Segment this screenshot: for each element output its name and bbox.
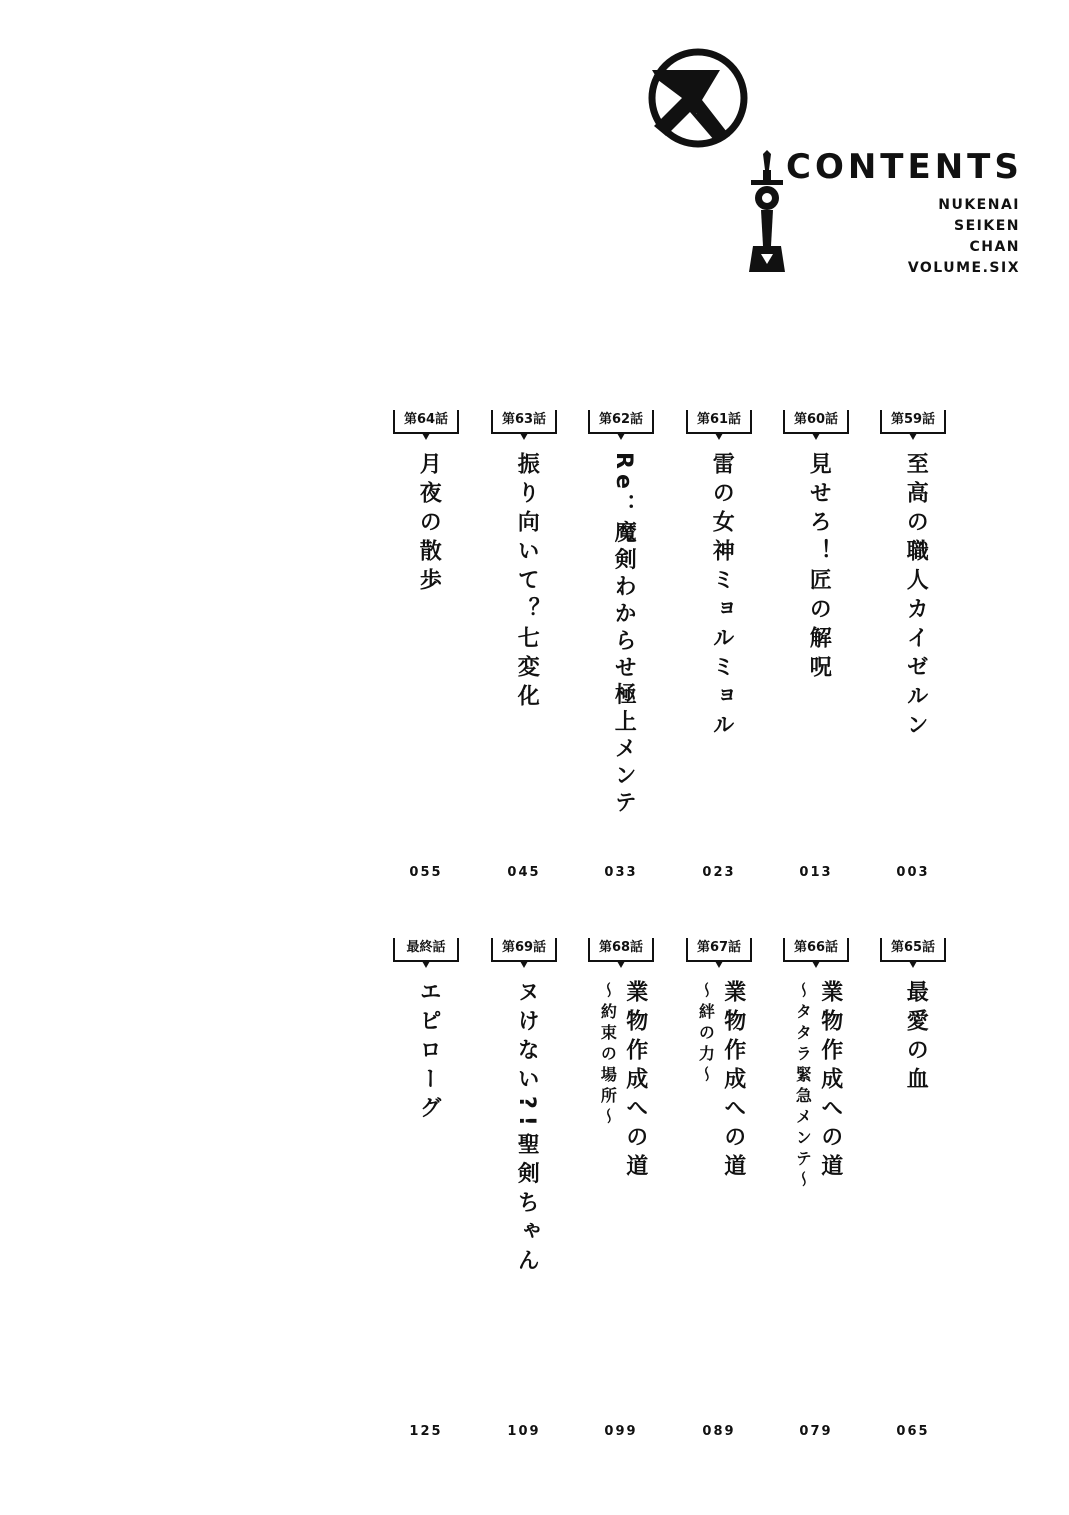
contents-heading: CONTENTS [786,147,1023,187]
page-number: 089 [702,1424,736,1439]
page-number: 109 [507,1424,541,1439]
series-logo [640,40,750,160]
chapter-title: 月夜の散歩 [416,452,442,597]
chapter-title: エピローグ [416,980,442,1125]
chapter-title: 雷の女神ミョルミョル [709,452,735,742]
chapter-title: 振り向いて？七変化 [514,452,540,713]
chapter-subtitle: 〜絆の力〜 [696,982,716,1087]
subtitle-line: SEIKEN [954,218,1020,234]
chapter-label: 第62話 [588,410,654,434]
page-number: 003 [896,865,930,880]
page-number: 023 [702,865,736,880]
chapter-label: 第64話 [393,410,459,434]
page-number: 125 [409,1424,443,1439]
chapter-subtitle: 〜タタラ緊急メンテ〜 [793,982,813,1192]
page-number: 033 [604,865,638,880]
logo-letter: ヌ [696,114,697,115]
chapter-subtitle: 〜約束の場所〜 [598,982,618,1129]
chapter-label: 第67話 [686,938,752,962]
page-number: 013 [799,865,833,880]
chapter-label: 第61話 [686,410,752,434]
page-number: 065 [896,1424,930,1439]
chapter-label: 第60話 [783,410,849,434]
chapter-label: 第68話 [588,938,654,962]
chapter-title: 最愛の血 [903,980,929,1096]
subtitle-line: VOLUME.SIX [907,260,1020,276]
chapter-title: 業物作成への道 [720,980,746,1183]
chapter-label: 最終話 [393,938,459,962]
series-subtitle [908,195,1020,279]
chapter-title: Re：魔剣わからせ極上メンテ [611,452,637,818]
chapter-title: ヌけない?!聖剣ちゃん [514,980,540,1278]
page-number: 099 [604,1424,638,1439]
page-number: 079 [799,1424,833,1439]
chapter-label: 第63話 [491,410,557,434]
page-number: 055 [409,865,443,880]
chapter-label: 第66話 [783,938,849,962]
chapter-label: 第65話 [880,938,946,962]
subtitle-line: NUKENAI [938,197,1020,213]
chapter-title: 業物作成への道 [817,980,843,1183]
chapter-label: 第69話 [491,938,557,962]
page-number: 045 [507,865,541,880]
subtitle-line: CHAN [969,239,1020,255]
chapter-title: 見せろ！匠の解呪 [806,452,832,684]
chapter-label: 第59話 [880,410,946,434]
sword-icon [745,150,790,275]
chapter-title: 至高の職人カイゼルン [903,452,929,742]
chapter-title: 業物作成への道 [622,980,648,1183]
